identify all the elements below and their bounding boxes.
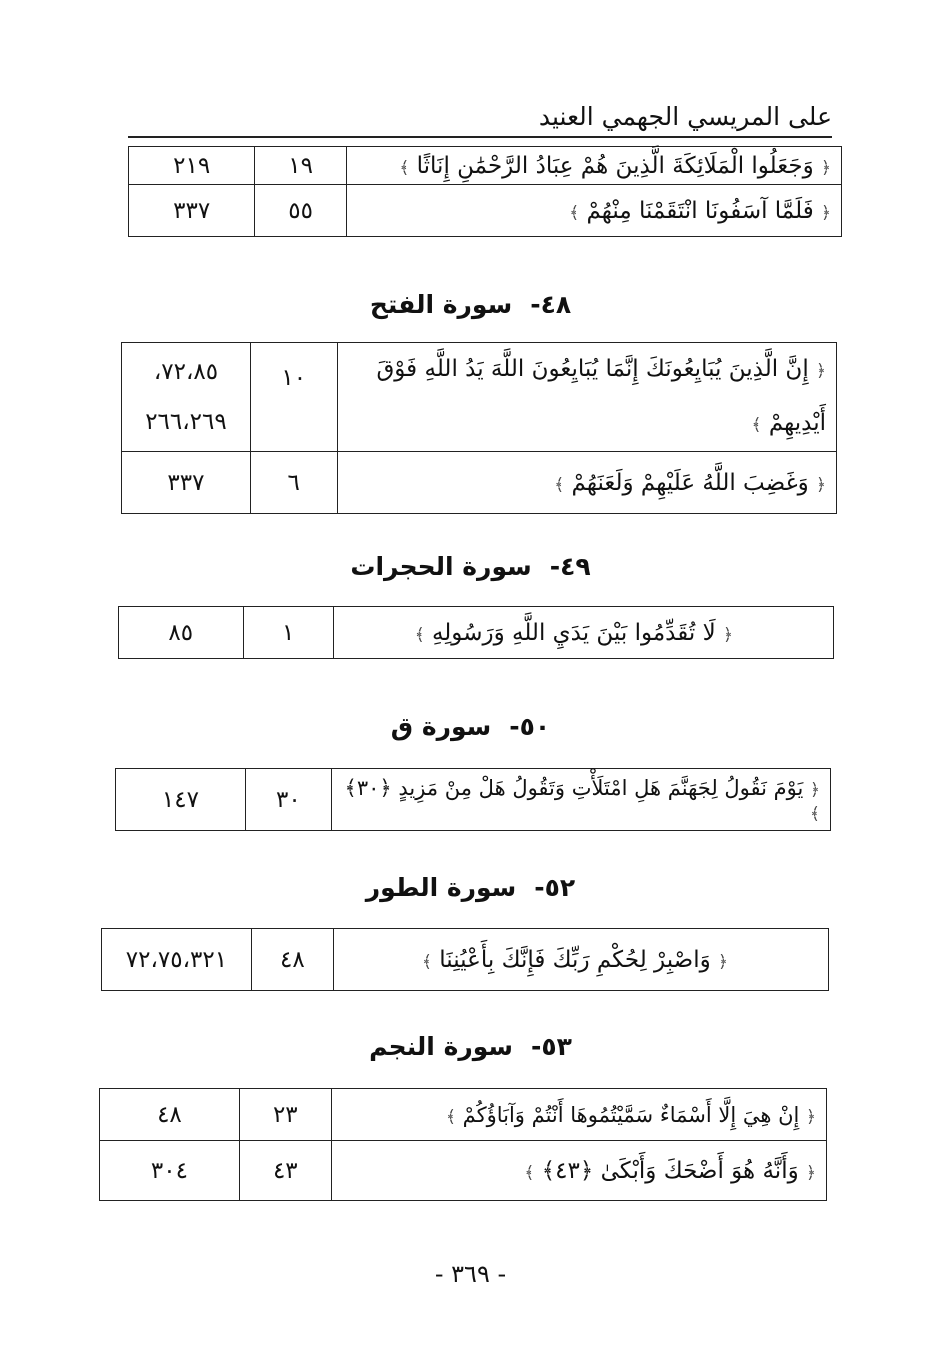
page-refs: ٣٣٧: [129, 185, 255, 237]
ayah-number: ٥٥: [255, 185, 347, 237]
verse-close-bracket-icon: ﴾: [422, 951, 432, 972]
verse-table: [118, 606, 834, 659]
verse-close-bracket-icon: ﴾: [569, 202, 580, 223]
verse-close-bracket-icon: ﴾: [445, 1106, 456, 1127]
table-row: [129, 147, 842, 185]
surah-name: سورة النجم: [369, 1032, 513, 1061]
verse-open-bracket-icon: ﴿: [816, 474, 826, 495]
page-refs: ٨٥: [119, 607, 244, 659]
table-row: [122, 343, 837, 452]
verse-table: [128, 146, 842, 237]
surah-heading: [0, 1032, 941, 1061]
running-header: [128, 96, 832, 138]
surah-number: ٥٠-: [509, 712, 551, 741]
verse-cell: ﴿ يَوْمَ نَقُولُ لِجَهَنَّمَ هَلِ امْتَلَأْتِ وَتَقُولُ هَلْ مِنْ مَزِيدٍ ﴿٣٠﴾ ﴾: [331, 769, 830, 831]
table-row: [119, 607, 834, 659]
verse-open-bracket-icon: ﴿: [806, 1162, 816, 1183]
ayah-number: ٦: [250, 452, 337, 514]
verse-open-bracket-icon: ﴿: [821, 157, 831, 178]
page-refs: ٣٣٧: [122, 452, 251, 514]
verse-close-bracket-icon: ﴾: [524, 1162, 535, 1183]
ayah-number: ٤٣: [239, 1141, 331, 1201]
page-refs: ٧٢،٨٥، ٢٦٦،٢٦٩: [122, 343, 251, 452]
verse-close-bracket-icon: ﴾: [810, 803, 820, 824]
verse-close-bracket-icon: ﴾: [751, 415, 762, 435]
table-row: [100, 1141, 827, 1201]
verse-cell: ﴿ وَاصْبِرْ لِحُكْمِ رَبِّكَ فَإِنَّكَ بِأَعْيُنِنَا ﴾: [333, 929, 828, 991]
verse-cell: ﴿ وَغَضِبَ اللَّهُ عَلَيْهِمْ وَلَعَنَهُمْ ﴾: [337, 452, 836, 514]
surah-name: سورة الفتح: [369, 290, 513, 319]
verse-open-bracket-icon: ﴿: [816, 361, 826, 381]
verse-open-bracket-icon: ﴿: [806, 1106, 816, 1127]
verse-cell: ﴿ وَجَعَلُوا الْمَلَائِكَةَ الَّذِينَ هُمْ عِبَادُ الرَّحْمَٰنِ إِنَاثًا ﴾: [346, 147, 841, 185]
verse-table: [101, 928, 829, 991]
surah-heading: [0, 873, 941, 902]
verse-cell: ﴿ فَلَمَّا آسَفُونَا انْتَقَمْنَا مِنْهُمْ ﴾: [346, 185, 841, 237]
verse-open-bracket-icon: ﴿: [723, 624, 733, 645]
ayah-number: ٣٠: [245, 769, 331, 831]
page-refs: ٤٨: [100, 1089, 240, 1141]
ayah-number: ١٠: [250, 343, 337, 452]
ayah-number: ٢٣: [239, 1089, 331, 1141]
verse-table: [121, 342, 837, 514]
surah-number: ٤٨-: [530, 290, 572, 319]
verse-cell: ﴿ إِنَّ الَّذِينَ يُبَايِعُونَكَ إِنَّمَا يُبَايِعُونَ اللَّهَ يَدُ اللَّهِ فَوْقَ أَيْدِيهِمْ ﴾: [337, 343, 836, 452]
verse-open-bracket-icon: ﴿: [810, 779, 820, 800]
surah-name: سورة الطور: [365, 873, 517, 902]
table-row: [100, 1089, 827, 1141]
running-title: على المريسي الجهمي العنيد: [531, 102, 832, 131]
surah-number: ٤٩-: [549, 552, 591, 581]
surah-heading: [0, 712, 941, 741]
verse-close-bracket-icon: ﴾: [414, 624, 425, 645]
table-row: [102, 929, 829, 991]
surah-number: ٥٢-: [534, 873, 576, 902]
surah-number: ٥٣-: [530, 1032, 572, 1061]
verse-table: [99, 1088, 827, 1201]
page-refs: ٧٢،٧٥،٣٢١: [102, 929, 252, 991]
surah-name: سورة ق: [390, 712, 492, 741]
table-row: [122, 452, 837, 514]
verse-cell: ﴿ لَا تُقَدِّمُوا بَيْنَ يَدَيِ اللَّهِ وَرَسُولِهِ ﴾: [333, 607, 833, 659]
page-number: - ٣٦٩ -: [434, 1260, 507, 1288]
verse-cell: ﴿ وَأَنَّهُ هُوَ أَضْحَكَ وَأَبْكَىٰ ﴿٤٣﴾ ﴾: [331, 1141, 826, 1201]
table-row: [129, 185, 842, 237]
surah-heading: [0, 290, 941, 319]
ayah-number: ٤٨: [251, 929, 333, 991]
ayah-number: ١: [243, 607, 333, 659]
verse-close-bracket-icon: ﴾: [554, 474, 565, 495]
verse-table: [115, 768, 831, 831]
verse-close-bracket-icon: ﴾: [399, 157, 410, 178]
verse-open-bracket-icon: ﴿: [821, 202, 831, 223]
verse-cell: ﴿ إِنْ هِيَ إِلَّا أَسْمَاءٌ سَمَّيْتُمُوهَا أَنْتُمْ وَآبَاؤُكُمْ ﴾: [331, 1089, 826, 1141]
ayah-number: ١٩: [255, 147, 347, 185]
surah-name: سورة الحجرات: [350, 552, 532, 581]
page-refs: ٣٠٤: [100, 1141, 240, 1201]
surah-heading: [0, 552, 941, 581]
page-refs: ٢١٩: [129, 147, 255, 185]
table-row: [116, 769, 831, 831]
page-refs: ١٤٧: [116, 769, 246, 831]
verse-open-bracket-icon: ﴿: [718, 951, 728, 972]
